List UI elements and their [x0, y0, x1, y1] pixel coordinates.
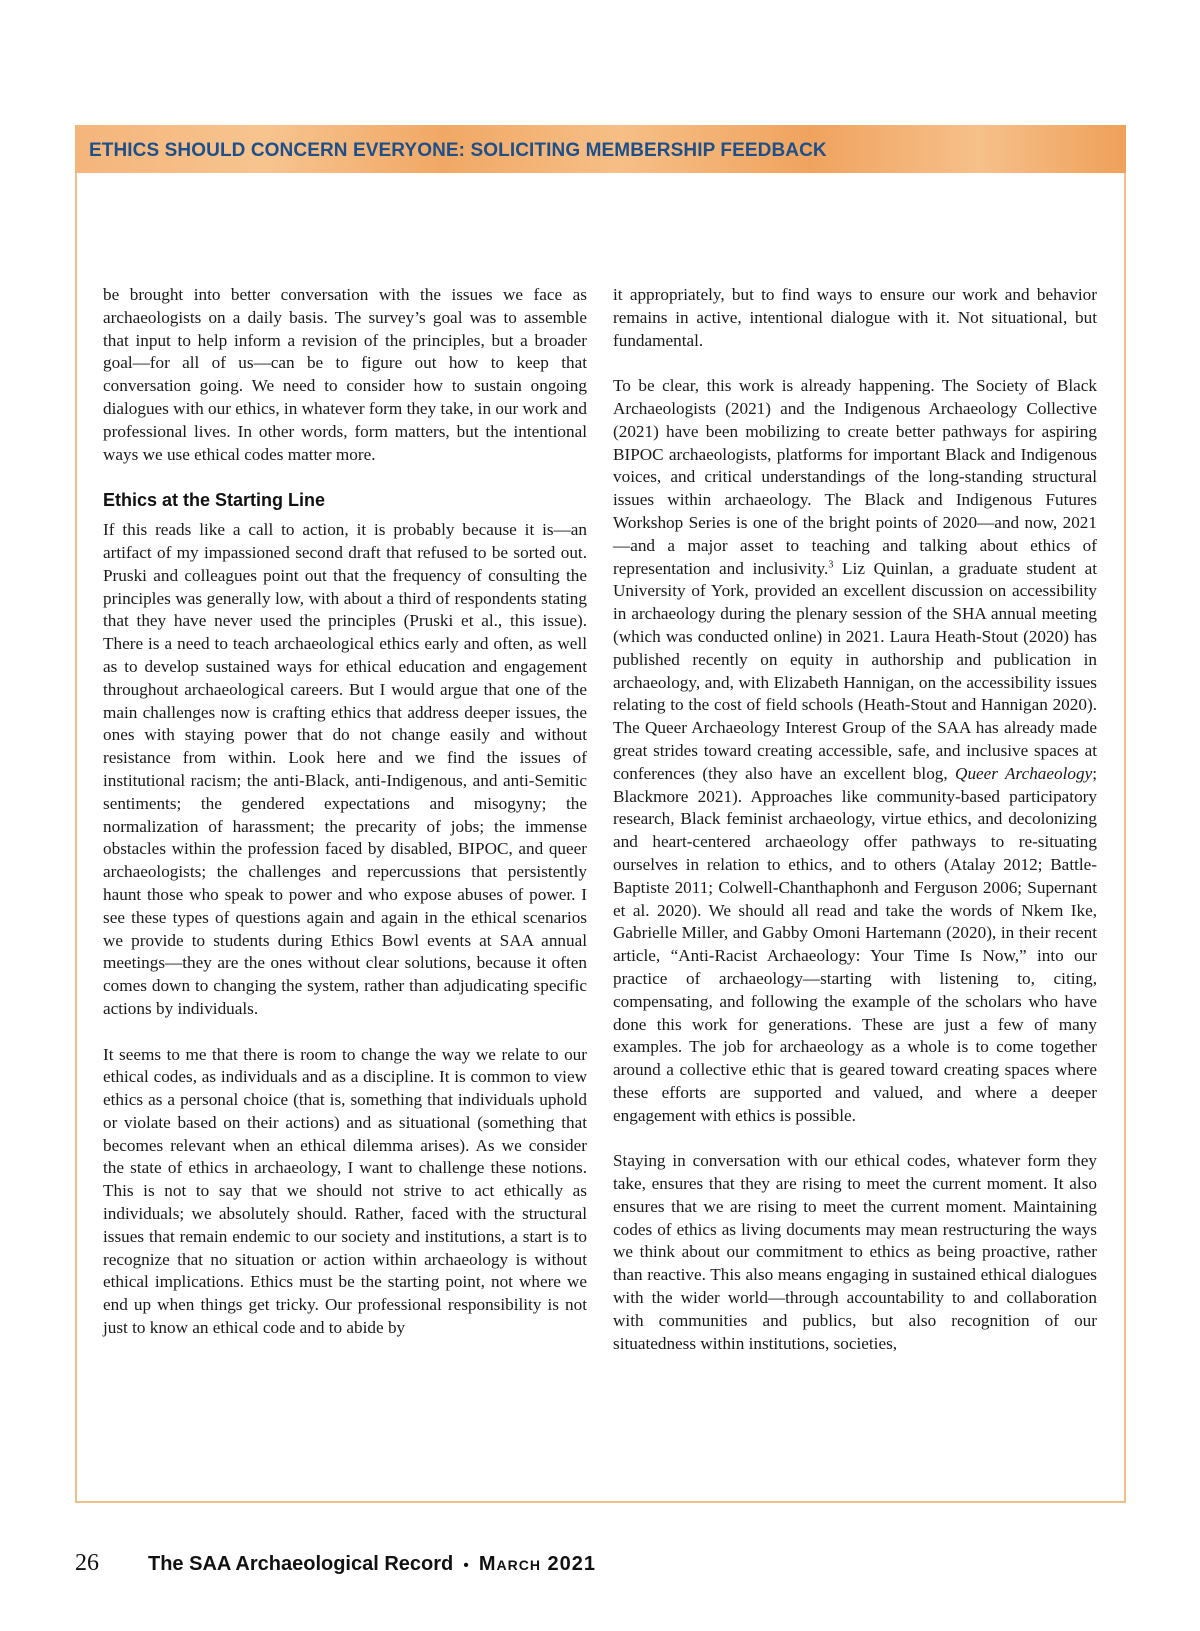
section-heading: Ethics at the Starting Line [103, 490, 326, 511]
right-paragraph-3: Staying in conversation with our ethical codes, whatever form they take, ensures that they are rising to meet the current moment. It also ensures that we are rising to meet the current moment. Maintaining codes of ethics as living documents may mean restructuring the ways we think about our commitment to ethics as being proactive, rather than reactive. This also means engaging in sustained ethical dialogues with the wider world—through accountability to and collaboration with communities and publics, but also recognition of our situatedness within institutions, societies, [613, 1151, 1097, 1353]
left-paragraph-1: be brought into better conversation with the issues we face as archaeologists on a daily basis. The survey’s goal was to assemble that input to help inform a revision of the principles, but a broader goal—for all of us—can be to figure out how to keep that conversation going. We need to consider how to sustain ongoing dialogues with our ethics, in whatever form they take, in our work and professional lives. In other words, form matters, but the intentional ways we use ethical codes matter more. [103, 285, 587, 464]
right-paragraph-2-part-c: ; Blackmore 2021). Approaches like community-based participatory research, Black feminist archaeology, virtue ethics, and decolonizing and heart-centered archaeology offer pathways to re-situating ourselves in relation to ethics, and to others (Atalay 2012; Battle-Baptiste 2011; Colwell-Chanthaphonh and Ferguson 2006; Supernant et al. 2020). We should all read and take the words of Nkem Ike, Gabrielle Miller, and Gabby Omoni Hartemann (2020), in their recent article, “Anti-Racist Archaeology: Your Time Is Now,” into our practice of archaeology—starting with listening to, citing, compensating, and following the example of the scholars who have done this work for generations. These are just a few of many examples. The job for archaeology as a whole is to come together around a collective ethic that is geared toward creating spaces where these efforts are supported and valued, and where a deeper engagement with ethics is possible. [613, 763, 1097, 1125]
section-banner [75, 125, 1126, 173]
page-number: 26 [75, 1550, 99, 1576]
right-paragraph-2-part-b: Liz Quinlan, a graduate student at University of York, provided an excellent discussion on accessibility in archaeology during the plenary session of the SHA annual meeting (which was conducted online) in 2021. Laura Heath-Stout (2020) has published recently on equity in authorship and publication in archaeology, and, with Elizabeth Hannigan, on the accessibility issues relating to the cost of field schools (Heath-Stout and Hannigan 2020). The Queer Archaeology Interest Group of the SAA has already made great strides toward creating accessible, safe, and inclusive spaces at conferences (they also have an excellent blog, [613, 558, 1098, 783]
right-paragraph-2-part-a: To be clear, this work is already happening. The Society of Black Archaeologists (2021) and the Indigenous Archaeology Collective (2021) have been mobilizing to create better pathways for aspiring BIPOC archaeologists, platforms for important Black and Indigenous voices, and critical understandings of the long-standing structural issues within archaeology. The Black and Indigenous Futures Workshop Series is one of the bright points of 2020—and now, 2021—and a major asset to teaching and talking about ethics of representation and inclusivity. [613, 376, 1097, 578]
footer-bullet: • [463, 1557, 469, 1574]
right-column [613, 284, 1097, 1355]
blog-title: Queer Archaeology [955, 763, 1093, 783]
right-paragraph-2 [613, 375, 1097, 1127]
left-paragraph-2: If this reads like a call to action, it is probably because it is—an artifact of my impassioned second draft that refused to be sorted out. Pruski and colleagues point out that the frequency of consulting the principles was generally low, with about a third of respondents stating that they have never used the principles (Pruski et al., this issue). There is a need to teach archaeological ethics early and often, as well as to develop sustained ways for ethical education and engagement throughout archaeological careers. But I would argue that one of the main challenges now is crafting ethics that address deeper issues, the ones with staying power that do not change easily and without resistance from within. Look here and we find the issues of institutional racism; the anti-Black, anti-Indigenous, and anti-Semitic sentiments; the gendered expectations and misogyny; the normalization of harassment; the precarity of jobs; the immense obstacles within the profession faced by disabled, BIPOC, and queer archaeologists; the challenges and repercussions that persistently haunt those who speak to power and who expose abuses of power. I see these types of questions again and again in the ethical scenarios we provide to students during Ethics Bowl events at SAA annual meetings—they are the ones without clear solutions, because it often comes down to changing the system, rather than adjudicating specific actions by individuals. [103, 520, 587, 1018]
left-column [103, 284, 587, 1340]
journal-title: The SAA Archaeological Record [148, 1553, 454, 1575]
left-paragraph-3: It seems to me that there is room to change the way we relate to our ethical codes, as individuals and as a discipline. It is common to view ethics as a personal choice (that is, something that individuals uphold or violate based on their actions) and as situational (something that becomes relevant when an ethical dilemma arises). As we consider the state of ethics in archaeology, I want to challenge these notions. This is not to say that we should not strive to act ethically as individuals; we absolutely should. Rather, faced with the structural issues that remain endemic to our society and institutions, a start is to recognize that no situation or action within archaeology is without ethical implications. Ethics must be the starting point, not where we end up when things get tricky. Our professional responsibility is not just to know an ethical code and to abide by [103, 1044, 587, 1338]
banner-title: ETHICS SHOULD CONCERN EVERYONE: SOLICITING MEMBERSHIP FEEDBACK [89, 140, 827, 161]
footnote-marker: 3 [828, 558, 834, 570]
right-paragraph-1: it appropriately, but to find ways to ensure our work and behavior remains in active, intentional dialogue with it. Not situational, but fundamental. [613, 285, 1097, 350]
page-footer [75, 1550, 596, 1580]
issue-date: March 2021 [478, 1553, 597, 1575]
